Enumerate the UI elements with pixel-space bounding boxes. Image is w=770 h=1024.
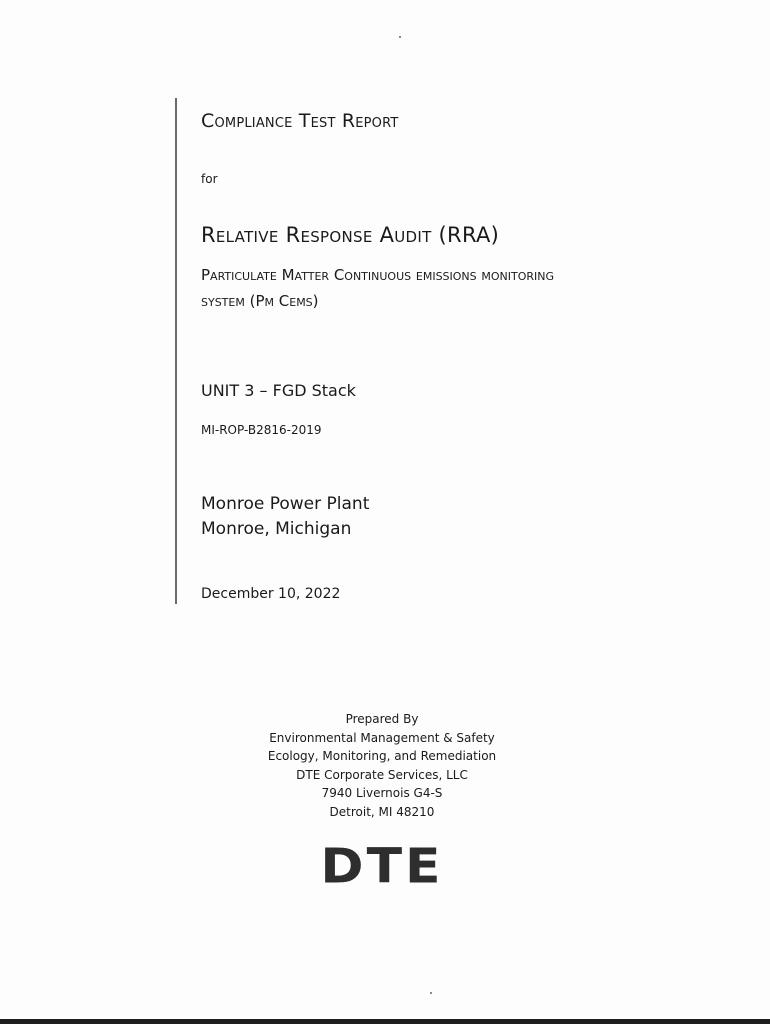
report-title: Compliance Test Report (201, 110, 399, 132)
scan-speck (430, 992, 432, 994)
prepared-by-line: Environmental Management & Safety (269, 730, 495, 745)
permit-number: MI-ROP-B2816-2019 (201, 423, 322, 437)
dte-logo (311, 839, 453, 895)
prepared-by-line: Ecology, Monitoring, and Remediation (267, 749, 497, 763)
prepared-by-line: 7940 Livernois G4-S (321, 786, 443, 800)
report-date: December 10, 2022 (201, 586, 341, 602)
for-label: for (201, 172, 218, 186)
prepared-by-heading: Prepared By (345, 712, 419, 726)
left-margin-rule (175, 98, 177, 604)
report-subject: Relative Response Audit (RRA) (201, 223, 500, 247)
scan-bottom-edge (0, 1019, 770, 1024)
system-description-line-1: Particulate Matter Continuous emissions monitoring (201, 266, 555, 284)
scan-speck (399, 36, 401, 38)
unit-label: UNIT 3 – FGD Stack (201, 381, 356, 400)
prepared-by-line: DTE Corporate Services, LLC (296, 767, 468, 782)
plant-location: Monroe, Michigan (201, 519, 352, 539)
plant-name: Monroe Power Plant (201, 494, 370, 514)
system-description-line-2: system (Pm Cems) (201, 292, 319, 310)
dte-logo-text: DTE (320, 839, 444, 895)
prepared-by-block (232, 710, 532, 821)
prepared-by-line: Detroit, MI 48210 (329, 804, 435, 819)
